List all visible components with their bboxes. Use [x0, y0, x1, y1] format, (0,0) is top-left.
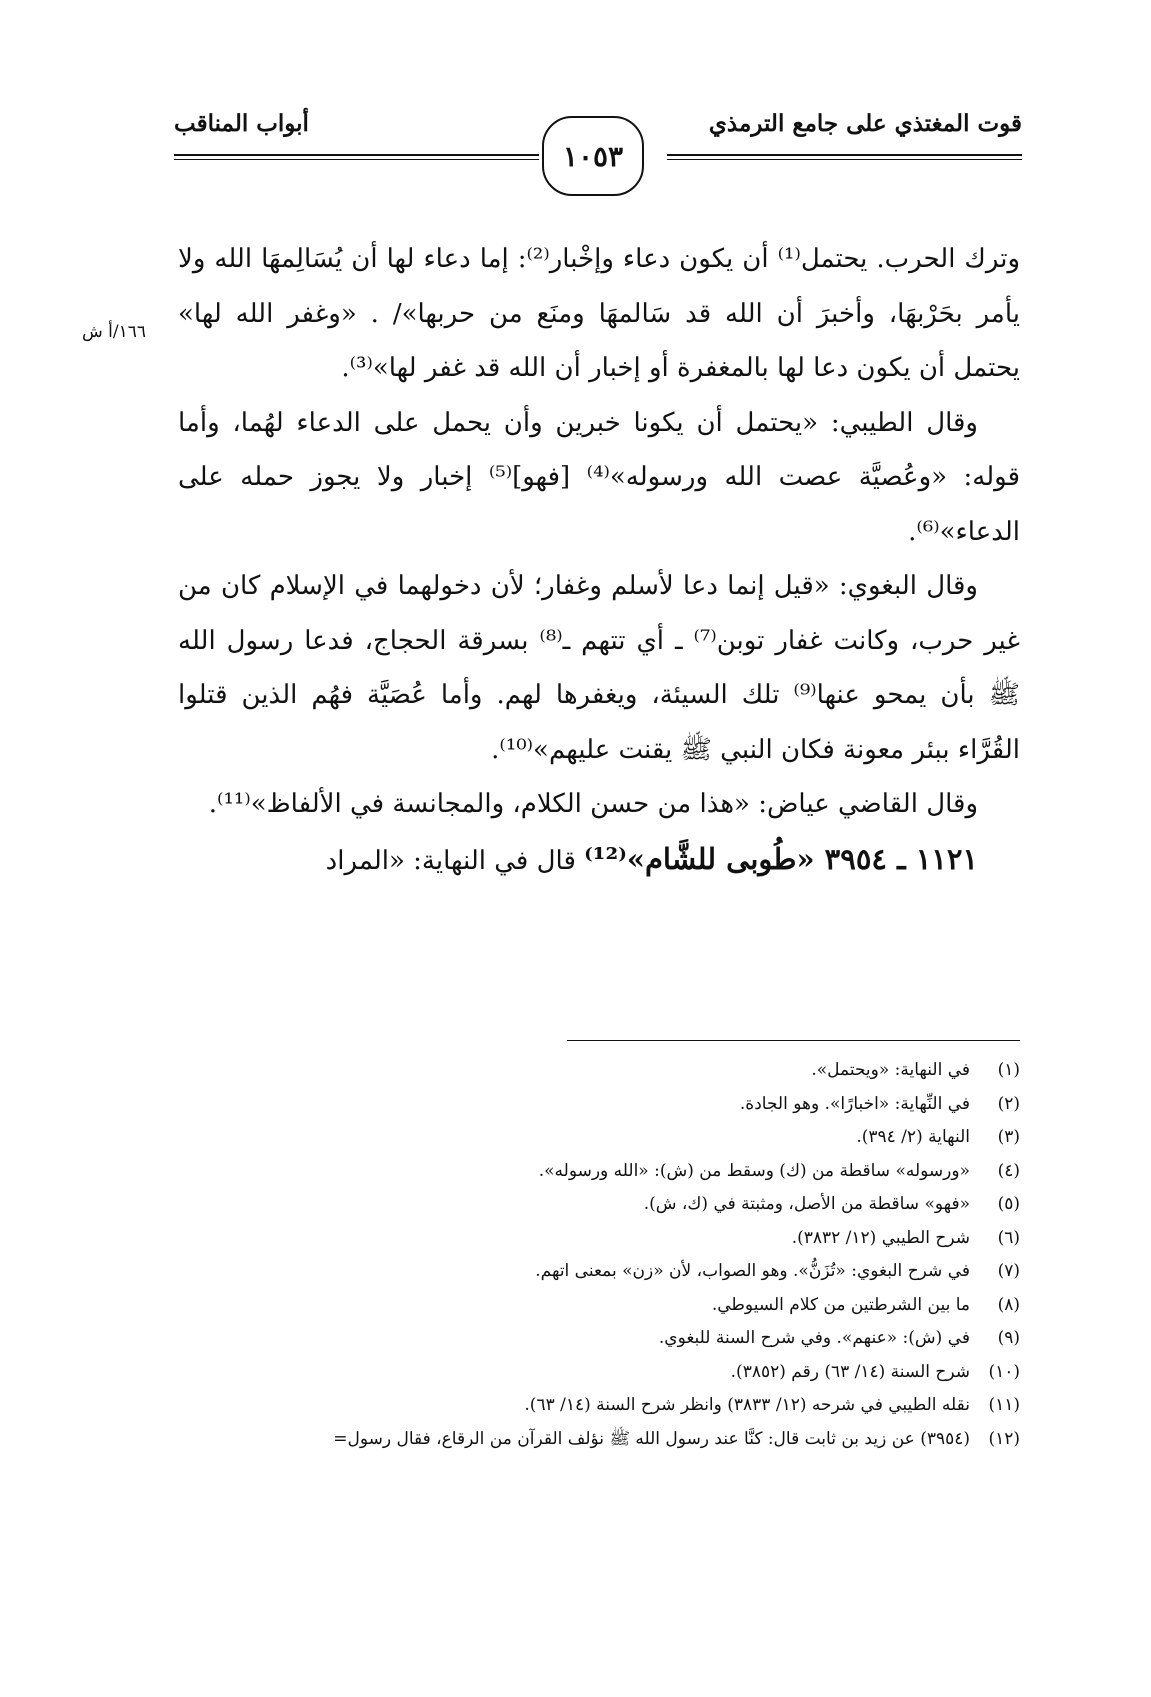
- book-title: قوت المغتذي على جامع الترمذي: [708, 110, 1022, 137]
- footnote: [178, 1322, 1020, 1356]
- header-rule-right: [667, 154, 1022, 160]
- footnote-text: شرح السنة (١٤/ ٦٣) رقم (٣٨٥٢).: [730, 1361, 970, 1382]
- footnote: [178, 1121, 1020, 1155]
- paragraph-2: وقال الطيبي: «يحتمل أن يكونا خبرين وأن يحمل على الدعاء لهُما، وأما قوله: «وعُصيَّة عصت الله ورسوله»⁽⁴⁾ [فهو]⁽⁵⁾ إخبار ولا يجوز حمله على الدعاء»⁽⁶⁾.: [178, 407, 1020, 547]
- paragraph-1: وترك الحرب. يحتمل⁽¹⁾ أن يكون دعاء وإخْبار⁽²⁾: إما دعاء لها أن يُسَالِمهَا الله ولا يأمر بحَرْبهَا، وأخبرَ أن الله قد سَالمهَا ومنَع من حربها»/ . «وغفر الله لها» يحتمل أن يكون دعا لها بالمغفرة أو إخبار أن الله قد غفر لها»⁽³⁾.: [178, 244, 1020, 383]
- footnote: [178, 1155, 1020, 1189]
- running-header: [174, 98, 1022, 208]
- footnote: [178, 1389, 1020, 1423]
- footnote: [178, 1356, 1020, 1390]
- paragraph-5: [178, 832, 1020, 889]
- footnote-number: (١١): [988, 1395, 1020, 1415]
- footnote: [178, 1255, 1020, 1289]
- footnote: [178, 1088, 1020, 1122]
- footnote-number: (٦): [997, 1227, 1020, 1248]
- footnote: [178, 1423, 1020, 1457]
- footnote-number: (٥): [997, 1194, 1020, 1214]
- footnote-text: في النِّهاية: «اخبارًا». وهو الجادة.: [739, 1093, 970, 1114]
- hadith-heading: ١١٢١ ـ ٣٩٥٤ «طُوبى للشَّام»⁽¹²⁾: [584, 841, 978, 876]
- footnote-number: (١٠): [988, 1361, 1020, 1382]
- footnote-text: في النهاية: «ويحتمل».: [811, 1060, 970, 1080]
- main-text: [178, 232, 1020, 888]
- footnote-text: ما بين الشرطتين من كلام السيوطي.: [711, 1294, 970, 1315]
- footnote-number: (١): [997, 1060, 1020, 1080]
- footnote: [178, 1054, 1020, 1088]
- paragraph-3: وقال البغوي: «قيل إنما دعا لأسلم وغفار؛ لأن دخولهما في الإسلام كان من غير حرب، وكانت غفار توبن⁽⁷⁾ ـ أي تتهم ـ⁽⁸⁾ بسرقة الحجاج، فدعا رسول الله ﷺ بأن يمحو عنها⁽⁹⁾ تلك السيئة، ويغفرها لهم. وأما عُصَيَّة فهُم الذين قتلوا القُرَّاء ببئر معونة فكان النبي ﷺ يقنت عليهم»⁽¹⁰⁾.: [178, 571, 1021, 765]
- footnote-text: في شرح البغوي: «تُزَنُّ». وهو الصواب، لأن «زن» بمعنى اتهم.: [535, 1261, 970, 1281]
- footnote-text: النهاية (٢/ ٣٩٤).: [856, 1127, 970, 1147]
- footnote-text: في (ش): «عنهم». وفي شرح السنة للبغوي.: [658, 1328, 970, 1348]
- footnote-number: (٩): [997, 1328, 1020, 1348]
- footnotes: [178, 1054, 1020, 1456]
- footnote-text: «فهو» ساقطة من الأصل، ومثبتة في (ك، ش).: [643, 1194, 970, 1214]
- footnote-number: (٤): [997, 1160, 1020, 1181]
- footnote: [178, 1188, 1020, 1222]
- footnote-text: نقله الطيبي في شرحه (١٢/ ٣٨٣٣) وانظر شرح السنة (١٤/ ٦٣).: [524, 1395, 970, 1415]
- footnote-text: شرح الطيبي (١٢/ ٣٨٣٢).: [791, 1227, 970, 1248]
- footnote-number: (٢): [997, 1093, 1020, 1114]
- footnote-number: (١٢): [988, 1428, 1020, 1449]
- footnote: [178, 1289, 1020, 1323]
- footnote-number: (٣): [997, 1127, 1020, 1147]
- footnote-text: (٣٩٥٤) عن زيد بن ثابت قال: كنَّا عند رسول الله ﷺ نؤلف القرآن من الرقاع، فقال رسول=: [333, 1428, 970, 1449]
- margin-note: ١٦٦/أ ش: [82, 322, 147, 342]
- section-title: أبواب المناقب: [174, 110, 309, 137]
- page-number: ١٠٥٣: [542, 116, 644, 196]
- paragraph-4: وقال القاضي عياض: «هذا من حسن الكلام، والمجانسة في الألفاظ»⁽¹¹⁾.: [208, 789, 978, 819]
- hadith-commentary: قال في النهاية: «المراد: [325, 845, 585, 876]
- footnote-separator: [567, 1040, 1020, 1041]
- header-rule-left: [174, 154, 539, 160]
- footnote: [178, 1222, 1020, 1256]
- footnote-text: «ورسوله» ساقطة من (ك) وسقط من (ش): «الله ورسوله».: [538, 1160, 970, 1181]
- footnote-number: (٧): [997, 1261, 1020, 1281]
- footnote-number: (٨): [997, 1294, 1020, 1315]
